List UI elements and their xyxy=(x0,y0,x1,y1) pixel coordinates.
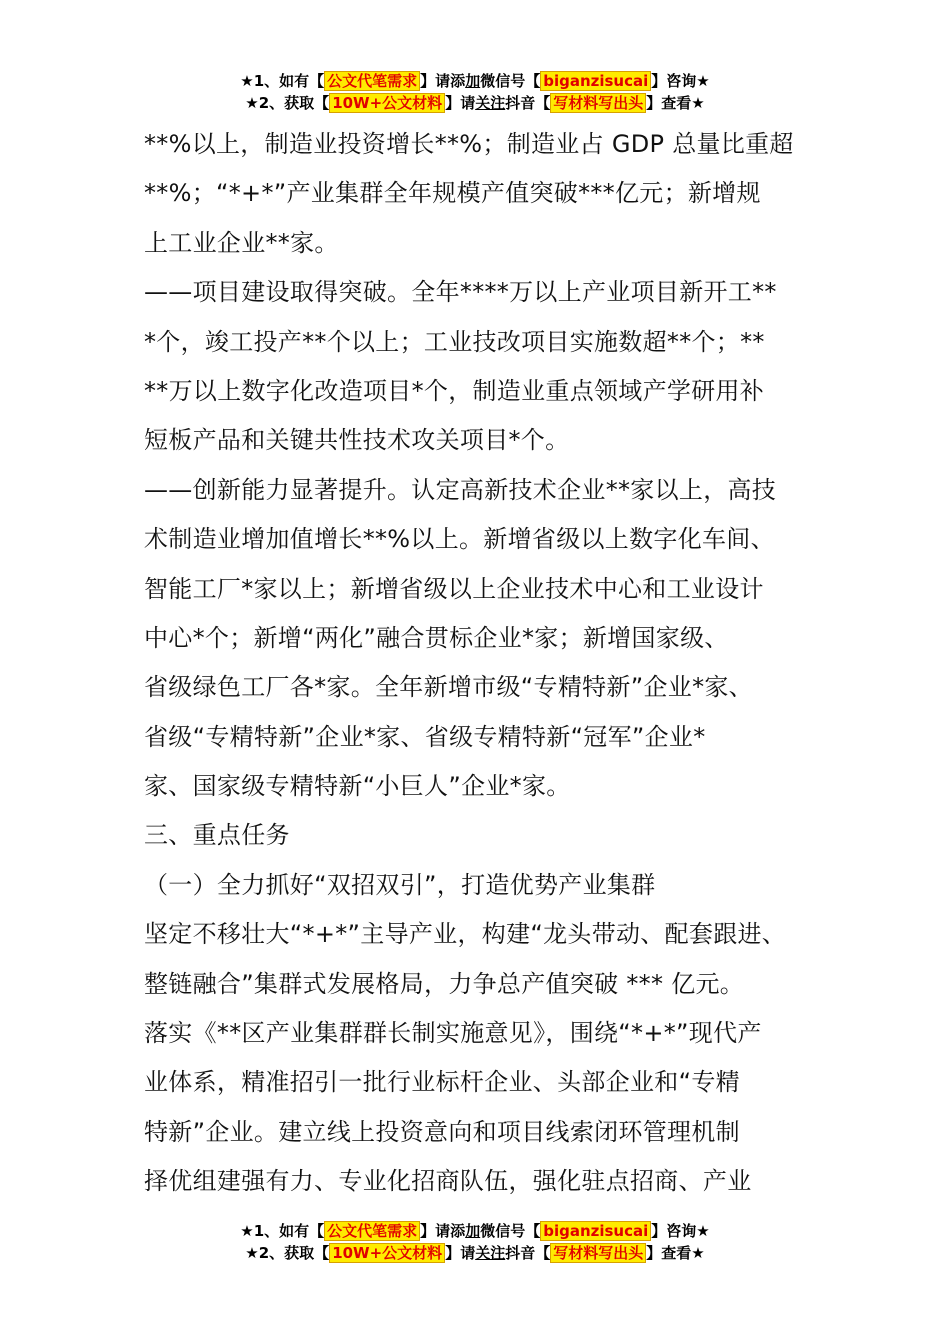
highlight-tag: 公文代笔需求 xyxy=(324,71,420,91)
body-text-line: 整链融合”集群式发展格局，力争总产值突破 *** 亿元。 xyxy=(144,969,745,998)
promo-banner-top xyxy=(0,70,950,114)
promo-text: 】查看★ xyxy=(646,94,705,112)
promo-text: 】请添 xyxy=(420,1222,466,1240)
promo-text: 】请 xyxy=(445,94,476,112)
promo-text: 抖音【 xyxy=(505,1244,551,1262)
body-text-line: 特新”企业。建立线上投资意向和项目线索闭环管理机制 xyxy=(144,1117,740,1146)
promo-line-2 xyxy=(0,1242,950,1264)
promo-text: ★1、如有【 xyxy=(240,72,325,90)
promo-text: 微信号【 xyxy=(480,72,541,90)
body-text-line: 省级“专精特新”企业*家、省级专精特新“冠军”企业* xyxy=(144,722,706,751)
promo-line-2 xyxy=(0,92,950,114)
douyin-account-tag: 写材料写出头 xyxy=(550,1243,646,1263)
body-text-line: 落实《**区产业集群群长制实施意见》，围绕“*+*”现代产 xyxy=(144,1019,762,1048)
body-text-line: 省级绿色工厂各*家。全年新增市级“专精特新”企业*家、 xyxy=(144,673,753,702)
wechat-id-tag: biganzisucai xyxy=(540,1221,651,1241)
body-text-line: 中心*个；新增“两化”融合贯标企业*家；新增国家级、 xyxy=(144,623,729,652)
highlight-tag: 公文代笔需求 xyxy=(324,1221,420,1241)
body-text-line: ——项目建设取得突破。全年****万以上产业项目新开工** xyxy=(144,278,777,307)
promo-text: ★2、获取【 xyxy=(245,94,330,112)
body-text-line: 术制造业增加值增长**%以上。新增省级以上数字化车间、 xyxy=(144,525,775,554)
body-text-line: **%以上，制造业投资增长**%；制造业占 GDP 总量比重超 xyxy=(144,130,794,158)
body-text-line: *个，竣工投产**个以上；工业技改项目实施数超**个；** xyxy=(144,327,765,356)
body-text-line: 上工业企业**家。 xyxy=(144,228,339,257)
promo-banner-bottom xyxy=(0,1220,950,1264)
highlight-tag: 10W+公文材料 xyxy=(329,1243,445,1263)
douyin-account-tag: 写材料写出头 xyxy=(550,93,646,113)
emphasis-text: 关注 xyxy=(475,1244,506,1262)
promo-text: 抖音【 xyxy=(505,94,551,112)
body-text-line: **%；“*+*”产业集群全年规模产值突破***亿元；新增规 xyxy=(144,179,761,208)
promo-text: ★1、如有【 xyxy=(240,1222,325,1240)
body-text-line: 择优组建强有力、专业化招商队伍，强化驻点招商、产业 xyxy=(144,1167,752,1196)
document-body xyxy=(144,120,824,1207)
promo-text: 】咨询★ xyxy=(651,72,710,90)
highlight-tag: 10W+公文材料 xyxy=(329,93,445,113)
emphasis-text: 关注 xyxy=(475,94,506,112)
promo-line-1 xyxy=(0,70,950,92)
promo-text: 】咨询★ xyxy=(651,1222,710,1240)
promo-text: 】查看★ xyxy=(646,1244,705,1262)
body-text-line: **万以上数字化改造项目*个，制造业重点领域产学研用补 xyxy=(144,376,765,405)
promo-text: 】请 xyxy=(445,1244,476,1262)
emphasis-text: 加 xyxy=(465,1222,481,1240)
promo-text: ★2、获取【 xyxy=(245,1244,330,1262)
promo-text: 】请添 xyxy=(420,72,466,90)
body-text-line: 业体系，精准招引一批行业标杆企业、头部企业和“专精 xyxy=(144,1068,740,1097)
emphasis-text: 加 xyxy=(465,72,481,90)
body-text-line: ——创新能力显著提升。认定高新技术企业**家以上，高技 xyxy=(144,475,777,504)
wechat-id-tag: biganzisucai xyxy=(540,71,651,91)
promo-line-1 xyxy=(0,1220,950,1242)
body-text-line: 坚定不移壮大“*+*”主导产业，构建“龙头带动、配套跟进、 xyxy=(144,920,787,949)
promo-text: 微信号【 xyxy=(480,1222,541,1240)
body-text-line: （一）全力抓好“双招双引”，打造优势产业集群 xyxy=(144,870,656,899)
body-text-line: 家、国家级专精特新“小巨人”企业*家。 xyxy=(144,772,571,801)
body-text-line: 三、重点任务 xyxy=(144,821,290,850)
body-text-line: 短板产品和关键共性技术攻关项目*个。 xyxy=(144,426,570,455)
body-text-line: 智能工厂*家以上；新增省级以上企业技术中心和工业设计 xyxy=(144,574,764,603)
